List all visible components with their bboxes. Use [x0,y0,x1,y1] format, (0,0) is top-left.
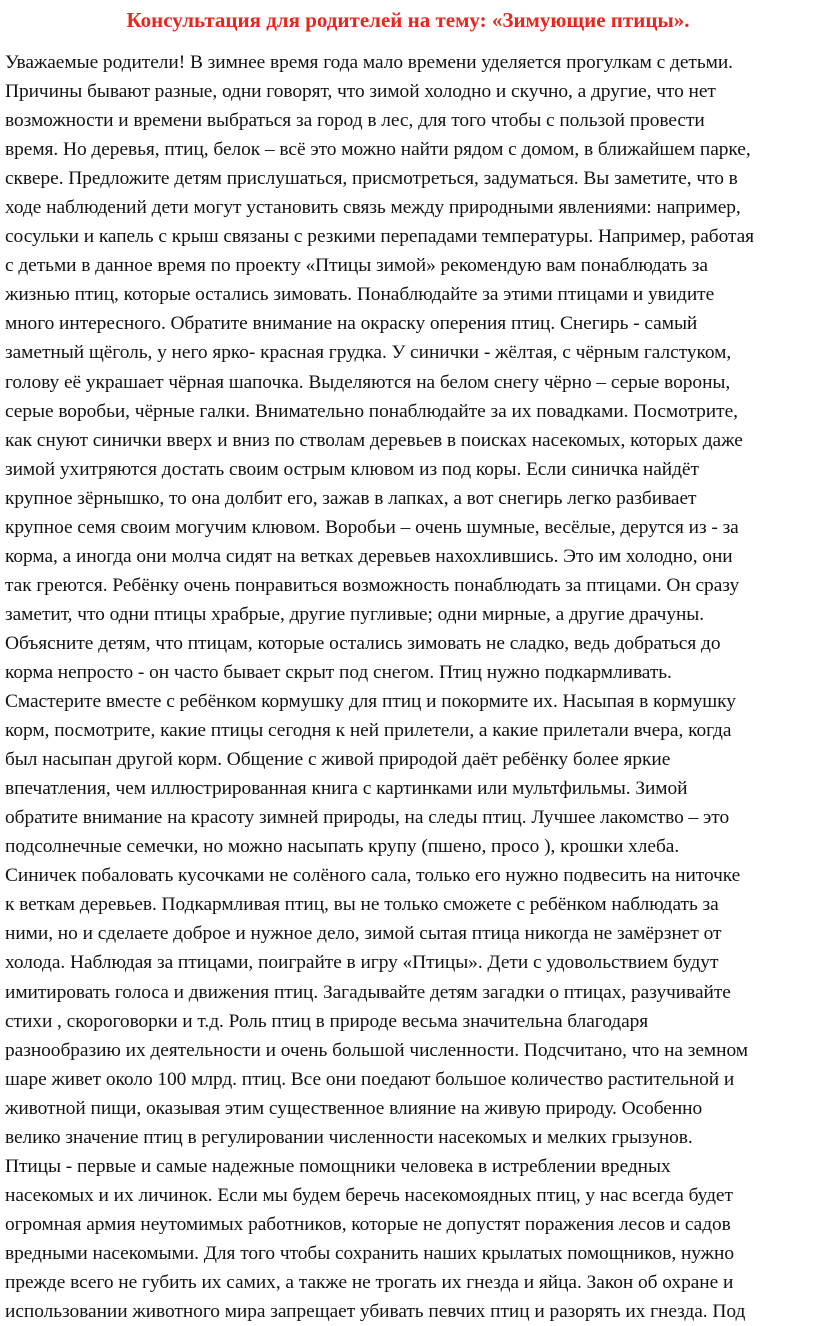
text-line: Уважаемые родители! В зимнее время года мало времени уделяется прогулкам с детьми. [5,52,733,73]
text-line: как снуют синички вверх и вниз по стволам деревьев в поисках насекомых, которых даже [5,429,743,451]
text-line: насекомых и их личинок. Если мы будем беречь насекомоядных птиц, у нас всегда будет [5,1184,733,1206]
text-line: холода. Наблюдая за птицами, поиграйте в игру «Птицы». Дети с удовольствием будут [5,952,719,974]
text-line: огромная армия неутомимых работников, которые не допустят поражения лесов и садов [5,1213,731,1235]
text-line: обратите внимание на красоту зимней природы, на следы птиц. Лучшее лакомство – это [5,807,730,829]
text-line: корм, посмотрите, какие птицы сегодня к ней прилетели, а какие прилетали вчера, когда [5,720,732,742]
text-line: много интересного. Обратите внимание на окраску оперения птиц. Снегирь - самый [5,313,698,335]
text-line: Объясните детям, что птицам, которые остались зимовать не сладко, ведь добраться до [5,632,721,654]
text-line: голову её украшает чёрная шапочка. Выделяются на белом снегу чёрно – серые вороны, [5,371,731,393]
text-line: возможности и времени выбраться за город в лес, для того чтобы с пользой провести [5,110,705,132]
text-line: крупное зёрнышко, то она долбит его, зажав в лапках, а вот снегирь легко разбивает [5,487,697,509]
text-line: серые воробьи, чёрные галки. Внимательно понаблюдайте за их повадками. Посмотрите, [5,400,738,422]
text-line: с детьми в данное время по проекту «Птицы зимой» рекомендую вам понаблюдать за [5,255,708,277]
text-line: к веткам деревьев. Подкармливая птиц, вы не только сможете с ребёнком наблюдать за [5,894,719,916]
text-line: был насыпан другой корм. Общение с живой природой даёт ребёнку более яркие [5,749,671,771]
text-line: зимой ухитряются достать своим острым клювом из под коры. Если синичка найдёт [5,458,699,480]
text-line: ними, но и сделаете доброе и нужное дело, зимой сытая птица никогда не замёрзнет от [5,923,722,945]
text-line: вредными насекомыми. Для того чтобы сохранить наших крылатых помощников, нужно [5,1242,734,1264]
text-line: стихи , скороговорки и т.д. Роль птиц в природе весьма значительна благодаря [5,1010,649,1032]
text-line: корма непросто - он часто бывает скрыт под снегом. Птиц нужно подкармливать. [5,661,672,683]
text-line: сквере. Предложите детям прислушаться, присмотреться, задуматься. Вы заметите, что в [5,168,738,190]
document-body [5,48,817,1326]
text-line: крупное семя своим могучим клювом. Воробьи – очень шумные, весёлые, дерутся из - за [5,516,739,538]
text-line: заметит, что одни птицы храбрые, другие пугливые; одни мирные, а другие драчуны. [5,603,705,625]
text-line: Птицы - первые и самые надежные помощники человека в истреблении вредных [5,1155,671,1177]
document-title: Консультация для родителей на тему: «Зимующие птицы». [126,8,690,32]
text-line: разнообразию их деятельности и очень большой численности. Подсчитано, что на земном [5,1039,748,1061]
text-line: Смастерите вместе с ребёнком кормушку для птиц и покормите их. Насыпая в кормушку [5,691,736,713]
text-line: ходе наблюдений дети могут установить связь между природными явлениями: например, [5,197,741,219]
text-line: использовании животного мира запрещает убивать певчих птиц и разорять их гнезда. Под [5,1301,746,1323]
text-line: шаре живет около 100 млрд. птиц. Все они поедают большое количество растительной и [5,1068,735,1090]
text-line: подсолнечные семечки, но можно насыпать крупу (пшено, просо ), крошки хлеба. [5,836,680,858]
text-line: так греются. Ребёнку очень понравиться возможность понаблюдать за птицами. Он сразу [5,574,740,596]
text-line: велико значение птиц в регулировании численности насекомых и мелких грызунов. [5,1126,693,1148]
text-line: время. Но деревья, птиц, белок – всё это можно найти рядом с домом, в ближайшем парке, [5,139,751,161]
text-line: заметный щёголь, у него ярко- красная грудка. У синички - жёлтая, с чёрным галстуком, [5,342,732,364]
text-line: корма, а иногда они молча сидят на ветках деревьев нахохлившись. Это им холодно, они [5,545,733,567]
text-line: впечатления, чем иллюстрированная книга с картинками или мультфильмы. Зимой [5,778,688,800]
text-line: Причины бывают разные, одни говорят, что зимой холодно и скучно, а другие, что нет [5,81,716,103]
text-line: жизнью птиц, которые остались зимовать. Понаблюдайте за этими птицами и увидите [5,284,715,306]
text-line: животной пищи, оказывая этим существенное влияние на живую природу. Особенно [5,1097,703,1119]
text-line: Синичек побаловать кусочками не солёного сала, только его нужно подвесить на ниточке [5,865,741,887]
text-line: сосульки и капель с крыш связаны с резкими перепадами температуры. Например, работая [5,226,755,248]
text-line: прежде всего не губить их самих, а также не трогать их гнезда и яйца. Закон об охране и [5,1271,734,1293]
text-line: имитировать голоса и движения птиц. Загадывайте детям загадки о птицах, разучивайте [5,981,731,1003]
